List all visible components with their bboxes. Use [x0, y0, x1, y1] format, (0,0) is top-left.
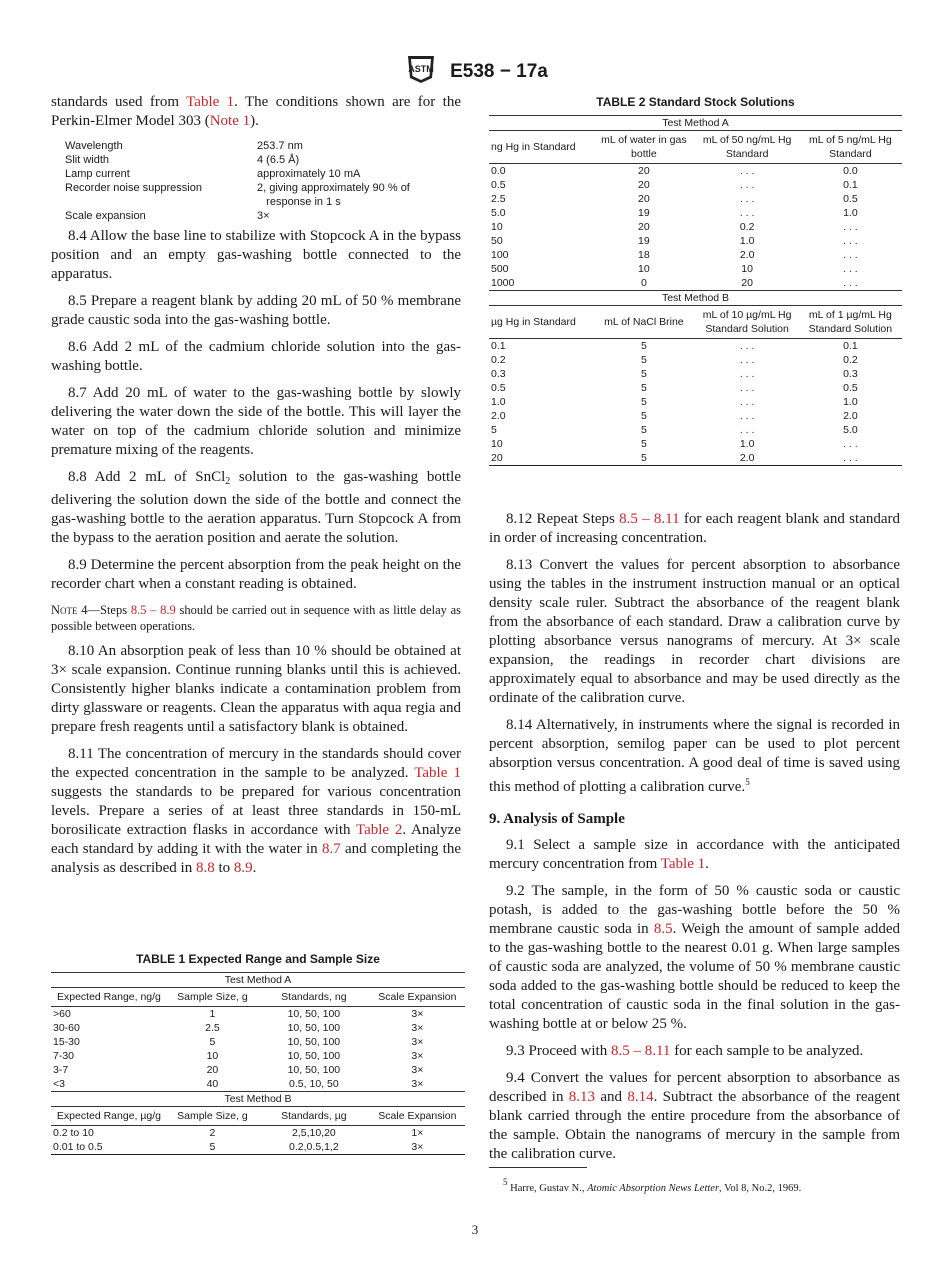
table-cell: 10 — [741, 263, 753, 275]
table-row — [489, 248, 902, 262]
svg-text:ASTM: ASTM — [408, 64, 434, 74]
table-cell: 1.0 — [739, 438, 755, 450]
table-2-title: TABLE 2 Standard Stock Solutions — [596, 95, 795, 109]
table-cell: 100 — [491, 249, 509, 261]
condition-row — [65, 139, 410, 153]
table-cell: 5 — [640, 354, 647, 366]
table-cell: 2.0 — [843, 410, 858, 422]
table-cell: 2.5 — [205, 1022, 220, 1034]
steps-8-5-8-9-link[interactable]: 8.5 – 8.9 — [130, 603, 176, 617]
table-cell: . . . — [739, 382, 755, 394]
table-cell: 1.0 — [739, 235, 755, 247]
column-header: mL of 50 ng/mL Hg Standard — [696, 131, 799, 164]
table-cell: 2.0 — [739, 249, 755, 261]
table-row — [489, 339, 902, 354]
table-cell: . . . — [799, 451, 902, 466]
test-method-row — [489, 116, 902, 131]
test-method-label: Test Method B — [489, 291, 902, 306]
table-row — [489, 381, 902, 395]
table-cell: 2 — [209, 1127, 216, 1139]
column-header: Standards, µg — [258, 1107, 370, 1126]
table-cell: 0.5 — [491, 179, 506, 191]
column-header: Scale Expansion — [370, 988, 465, 1007]
table-cell: 5 — [491, 424, 497, 436]
step-8-7-link[interactable]: 8.7 — [321, 841, 341, 857]
table-row — [51, 1049, 465, 1063]
table-cell: 19 — [638, 207, 650, 219]
table-cell: 1.0 — [843, 396, 858, 408]
paragraph-8-14: 8.14 Alternatively, in instruments where the signal is recorded in percent absorption, semilog paper can be used to plot percent absorption versus concentration. A good deal of time is saved using this method of plotting a calibration curve.$^5$ — [489, 717, 900, 795]
table-row — [51, 1063, 465, 1077]
table-cell: 0.1 — [491, 340, 506, 352]
table-row — [489, 206, 902, 220]
table-cell: 5 — [640, 368, 647, 380]
page-number: 3 — [471, 1222, 479, 1237]
paragraph-8-7: 8.7 Add 20 mL of water to the gas-washing bottle by slowly delivering the water down the side of the bottle. This will layer the water on top of the cadmium chloride solution and minimize premature mixing of the reagents. — [51, 385, 461, 458]
table-cell: 0.2 — [491, 354, 506, 366]
condition-row — [65, 209, 410, 223]
table-cell: . . . — [739, 340, 755, 352]
paragraph-9-1: 9.1 Select a sample size in accordance with the anticipated mercury concentration from Table 1. — [489, 837, 900, 872]
condition-value: response in 1 s — [257, 196, 341, 208]
condition-label: Slit width — [65, 154, 110, 166]
table-cell: 50 — [491, 235, 503, 247]
table-cell: 7-30 — [53, 1050, 75, 1062]
paragraph-continuation: standards used from Table 1. The conditions shown are for the Perkin-Elmer Model 303 (Note 1). — [51, 94, 461, 129]
table-row — [489, 451, 902, 466]
table-cell: 5 — [167, 1140, 258, 1155]
table-cell: 5 — [640, 340, 647, 352]
table-cell: 0.5, 10, 50 — [289, 1078, 339, 1090]
column-header: µg Hg in Standard — [489, 306, 592, 339]
table-cell: 10 — [206, 1050, 219, 1062]
footnote-5: 5 Harre, Gustav N., Atomic Absorption News Letter, Vol 8, No.2, 1969. — [503, 1177, 802, 1194]
table-row — [51, 1126, 465, 1141]
paragraph-8-5: 8.5 Prepare a reagent blank by adding 20 mL of 50 % membrane grade caustic soda into the gas-washing bottle. — [51, 293, 461, 328]
table-cell: 0.1 — [843, 179, 858, 191]
steps-8-5-8-11-link[interactable]: 8.5 – 8.11 — [610, 1043, 671, 1059]
section-9-heading: 9. Analysis of Sample — [489, 811, 625, 827]
table-row — [51, 1021, 465, 1035]
table-cell: 10, 50, 100 — [287, 1022, 341, 1034]
table-cell: 1 — [209, 1008, 216, 1020]
condition-value: 4 (6.5 Å) — [257, 154, 300, 166]
table-cell: 3-7 — [53, 1064, 69, 1076]
table-cell: 1.0 — [843, 207, 858, 219]
table-cell: . . . — [739, 165, 755, 177]
paragraph-9-3: 9.3 Proceed with 8.5 – 8.11 for each sample to be analyzed. — [506, 1043, 864, 1059]
table-cell: 5 — [209, 1036, 216, 1048]
table-row — [489, 220, 902, 234]
condition-row — [65, 181, 410, 195]
table-cell: 5 — [640, 410, 647, 422]
table-cell: 0.3 — [491, 368, 506, 380]
instrument-conditions — [65, 139, 410, 223]
column-header: mL of 5 ng/mL Hg Standard — [799, 131, 902, 164]
condition-value: 253.7 nm — [257, 140, 303, 152]
table-cell: 10, 50, 100 — [287, 1050, 341, 1062]
table-cell: . . . — [739, 410, 755, 422]
table-header-row — [51, 988, 465, 1007]
table-cell: 18 — [638, 249, 650, 261]
table-cell: 2,5,10,20 — [291, 1127, 336, 1139]
condition-row — [65, 167, 410, 181]
condition-label: Scale expansion — [65, 210, 146, 222]
table-cell: . . . — [843, 235, 858, 247]
table-cell: 10, 50, 100 — [287, 1008, 341, 1020]
table-cell: . . . — [739, 179, 755, 191]
test-method-label: Test Method A — [489, 116, 902, 131]
table-cell: 3× — [411, 1008, 424, 1020]
table-cell: 20 — [206, 1064, 219, 1076]
condition-value: 3× — [257, 210, 270, 222]
table-cell: 1.0 — [491, 396, 506, 408]
table-cell: 0.5 — [843, 382, 858, 394]
table-cell: 10 — [491, 438, 503, 450]
condition-row — [65, 195, 410, 209]
paragraph-9-2: 9.2 The sample, in the form of 50 % caustic soda or caustic potash, is added to the gas-washing bottle before the 50 % membrane caustic soda in 8.5. Weigh the amount of sample added to the gas-washing bottle to the nearest 0.01 g. When large samples of caustic soda are analyzed, the volume of 50 % membrane caustic soda added to the gas-washing bottle should be reduced to keep the total concentration of caustic soda in the final solution in the gas-washing bottle at or below 25 %. — [489, 883, 900, 1032]
table-row — [489, 409, 902, 423]
table-cell: 10, 50, 100 — [287, 1064, 341, 1076]
table-cell: 0.1 — [843, 340, 858, 352]
table-header-row — [51, 1107, 465, 1126]
right-column — [489, 510, 900, 1172]
table-row — [489, 423, 902, 437]
table-row — [51, 1007, 465, 1022]
column-header: Scale Expansion — [370, 1107, 465, 1126]
table-cell: 5 — [640, 382, 647, 394]
column-header: Sample Size, g — [167, 988, 258, 1007]
table-1-link[interactable]: Table 1 — [660, 856, 706, 872]
paragraph-9-4: 9.4 Convert the values for percent absorption to absorbance as described in 8.13 and 8.14. Subtract the absorbance of the reagent blank carried through the entire procedure from the absorbance of the sample. Obtain the nanograms of mercury in the sample from the calibration curve. — [489, 1070, 900, 1162]
table-2-link[interactable]: Table 2 — [355, 822, 403, 838]
table-cell: 20 — [489, 451, 592, 466]
paragraph-8-13: 8.13 Convert the values for percent absorption to absorbance using the tables in the instrument instruction manual or an optical density scale ruler. Subtract the absorbance of the reagent blank from the absorbance of each standard. Draw a calibration curve by plotting absorbance versus nanograms of mercury. At 3× scale expansion, the readings in recorder chart divisions are approximately equal to absorbance and may be used directly as the ordinate of the calibration curve. — [489, 557, 900, 706]
column-header: ng Hg in Standard — [489, 131, 592, 164]
table-cell: 3× — [411, 1064, 424, 1076]
table-cell: 20 — [638, 193, 650, 205]
table-cell: 0.3 — [843, 368, 858, 380]
table-cell: . . . — [739, 396, 755, 408]
column-header: Sample Size, g — [167, 1107, 258, 1126]
table-row — [489, 178, 902, 192]
table-cell: 3× — [411, 1036, 424, 1048]
table-row — [489, 192, 902, 206]
table-cell: . . . — [739, 207, 755, 219]
condition-label — [65, 195, 257, 209]
step-8-9-link[interactable]: 8.9 — [233, 860, 253, 876]
test-method-row — [489, 291, 902, 306]
astm-logo-icon — [402, 54, 440, 89]
footnote-divider — [489, 1167, 587, 1168]
steps-8-5-8-11-link[interactable]: 8.5 – 8.11 — [619, 511, 680, 527]
table-cell: 10 — [491, 221, 503, 233]
footnote-5-ref[interactable]: 5 — [745, 777, 750, 787]
table-1-link[interactable]: Table 1 — [186, 94, 235, 110]
table-cell: 20 — [638, 221, 650, 233]
paragraph-8-8: 8.8 Add 2 mL of SnCl$_2$ solution to the gas-washing bottle delivering the solution down the side of the bottle and connect the gas-washing bottle to the aeration apparatus. Turn Stopcock A from the bypass to the aeration position and aerate the solution. — [51, 469, 461, 546]
step-8-8-link[interactable]: 8.8 — [195, 860, 215, 876]
table-header-row — [489, 306, 902, 339]
table-cell: 500 — [491, 263, 509, 275]
table-cell: 0.5 — [843, 193, 858, 205]
table-cell: 15-30 — [53, 1036, 80, 1048]
condition-label: Lamp current — [65, 168, 130, 180]
table-cell: >60 — [53, 1008, 71, 1020]
condition-row — [65, 153, 410, 167]
table-row — [489, 437, 902, 451]
table-cell: . . . — [843, 221, 858, 233]
table-cell: 19 — [638, 235, 650, 247]
table-2-grid — [489, 115, 902, 466]
table-row — [489, 262, 902, 276]
note-1-link[interactable]: Note 1 — [209, 113, 251, 129]
column-header: mL of 1 µg/mL Hg Standard Solution — [799, 306, 902, 339]
table-cell: 0 — [640, 277, 647, 289]
paragraph-8-11: 8.11 The concentration of mercury in the standards should cover the expected concentration in the sample to be analyzed. Table 1 suggests the standards to be prepared for various concentration levels. Prepare a series of at least three standards in 150-mL borosilicate extraction flasks in accordance with Table 2. Analyze each standard by adding it with the water in 8.7 and completing the analysis as described in 8.8 to 8.9. — [51, 746, 462, 876]
condition-value: 2, giving approximately 90 % of — [257, 182, 410, 194]
table-cell: 5 — [640, 396, 647, 408]
table-cell: 0.5 — [491, 382, 506, 394]
table-row — [489, 276, 902, 291]
test-method-row — [51, 973, 465, 988]
table-row — [489, 367, 902, 381]
condition-value: approximately 10 mA — [257, 168, 361, 180]
table-cell: . . . — [739, 193, 755, 205]
table-cell: 5 — [592, 451, 695, 466]
test-method-label: Test Method A — [51, 973, 465, 988]
table-row — [489, 395, 902, 409]
left-column — [51, 93, 461, 886]
table-cell: 5.0 — [491, 207, 506, 219]
paragraph-8-10: 8.10 An absorption peak of less than 10 % should be obtained at 3× scale expansion. Continue running blanks until this is achieved. Consistently higher blanks indicate a contamination problem from dirty glassware or reagents. Clean the apparatus with aqua regia and prepare fresh reagents until a satisfactory blank is obtained. — [51, 643, 461, 735]
table-cell: 0.0 — [843, 165, 858, 177]
table-cell: . . . — [843, 277, 858, 289]
table-cell: 5 — [640, 424, 647, 436]
table-cell: . . . — [739, 368, 755, 380]
table-1 — [51, 952, 465, 1155]
column-header: mL of 10 µg/mL Hg Standard Solution — [696, 306, 799, 339]
step-8-14-link[interactable]: 8.14 — [627, 1089, 654, 1105]
table-cell: 20 — [741, 277, 753, 289]
table-cell: 1× — [411, 1127, 424, 1139]
table-cell: 0.0 — [491, 165, 506, 177]
table-cell: 5.0 — [843, 424, 858, 436]
table-cell: 40 — [206, 1078, 219, 1090]
table-header-row — [489, 131, 902, 164]
table-cell: 30-60 — [53, 1022, 80, 1034]
table-cell: 10 — [638, 263, 650, 275]
table-cell: 3× — [370, 1140, 465, 1155]
table-cell: 2.0 — [491, 410, 506, 422]
page-header — [0, 54, 950, 89]
paragraph-8-9: 8.9 Determine the percent absorption from the peak height on the recorder chart when a constant reading is obtained. — [51, 557, 461, 592]
table-cell: 2.0 — [696, 451, 799, 466]
table-1-link[interactable]: Table 1 — [414, 765, 461, 781]
condition-label: Recorder noise suppression — [65, 182, 202, 194]
table-row — [51, 1035, 465, 1049]
note-4: Note 4—Steps 8.5 – 8.9 should be carried out in sequence with as little delay as possible between operations. — [51, 603, 461, 633]
paragraph-8-12: 8.12 Repeat Steps 8.5 – 8.11 for each reagent blank and standard in order of increasing concentration. — [489, 511, 900, 546]
table-cell: 1000 — [491, 277, 515, 289]
table-1-title: TABLE 1 Expected Range and Sample Size — [136, 952, 380, 966]
table-cell: 0.2 to 10 — [53, 1127, 94, 1139]
table-cell: 3× — [411, 1050, 424, 1062]
table-cell: 5 — [640, 438, 647, 450]
table-cell: 10, 50, 100 — [287, 1036, 341, 1048]
column-header: mL of NaCl Brine — [592, 306, 695, 339]
table-row — [51, 1077, 465, 1092]
column-header: Standards, ng — [258, 988, 370, 1007]
paragraph-8-6: 8.6 Add 2 mL of the cadmium chloride solution into the gas-washing bottle. — [51, 339, 461, 374]
table-cell: 3× — [411, 1022, 424, 1034]
table-cell: . . . — [843, 438, 858, 450]
paragraph-8-4: 8.4 Allow the base line to stabilize with Stopcock A in the bypass position and an empty gas-washing bottle connected to the apparatus. — [51, 228, 461, 282]
column-header: Expected Range, µg/g — [51, 1107, 167, 1126]
step-8-13-link[interactable]: 8.13 — [568, 1089, 596, 1105]
document-code: E538 − 17a — [450, 60, 548, 82]
table-cell: 0.2 — [739, 221, 755, 233]
table-cell: 2.5 — [491, 193, 506, 205]
table-cell: 20 — [638, 179, 650, 191]
table-cell: 0.01 to 0.5 — [51, 1140, 167, 1155]
test-method-label: Test Method B — [51, 1092, 465, 1107]
condition-label: Wavelength — [65, 140, 123, 152]
column-header: mL of water in gas bottle — [592, 131, 695, 164]
table-cell: <3 — [53, 1078, 65, 1090]
table-row — [489, 234, 902, 248]
table-cell: . . . — [843, 263, 858, 275]
table-1-grid — [51, 972, 465, 1155]
table-cell: 0.2,0.5,1,2 — [258, 1140, 370, 1155]
table-2 — [489, 95, 902, 466]
table-cell: . . . — [739, 424, 755, 436]
table-row — [51, 1140, 465, 1155]
table-cell: . . . — [843, 249, 858, 261]
table-cell: 20 — [638, 165, 650, 177]
table-cell: . . . — [739, 354, 755, 366]
table-row — [489, 353, 902, 367]
column-header: Expected Range, ng/g — [51, 988, 167, 1007]
test-method-row — [51, 1092, 465, 1107]
table-cell: 3× — [411, 1078, 424, 1090]
table-cell: 0.2 — [843, 354, 858, 366]
step-8-5-link[interactable]: 8.5 — [653, 921, 673, 937]
table-row — [489, 164, 902, 179]
footnote — [489, 1167, 900, 1195]
